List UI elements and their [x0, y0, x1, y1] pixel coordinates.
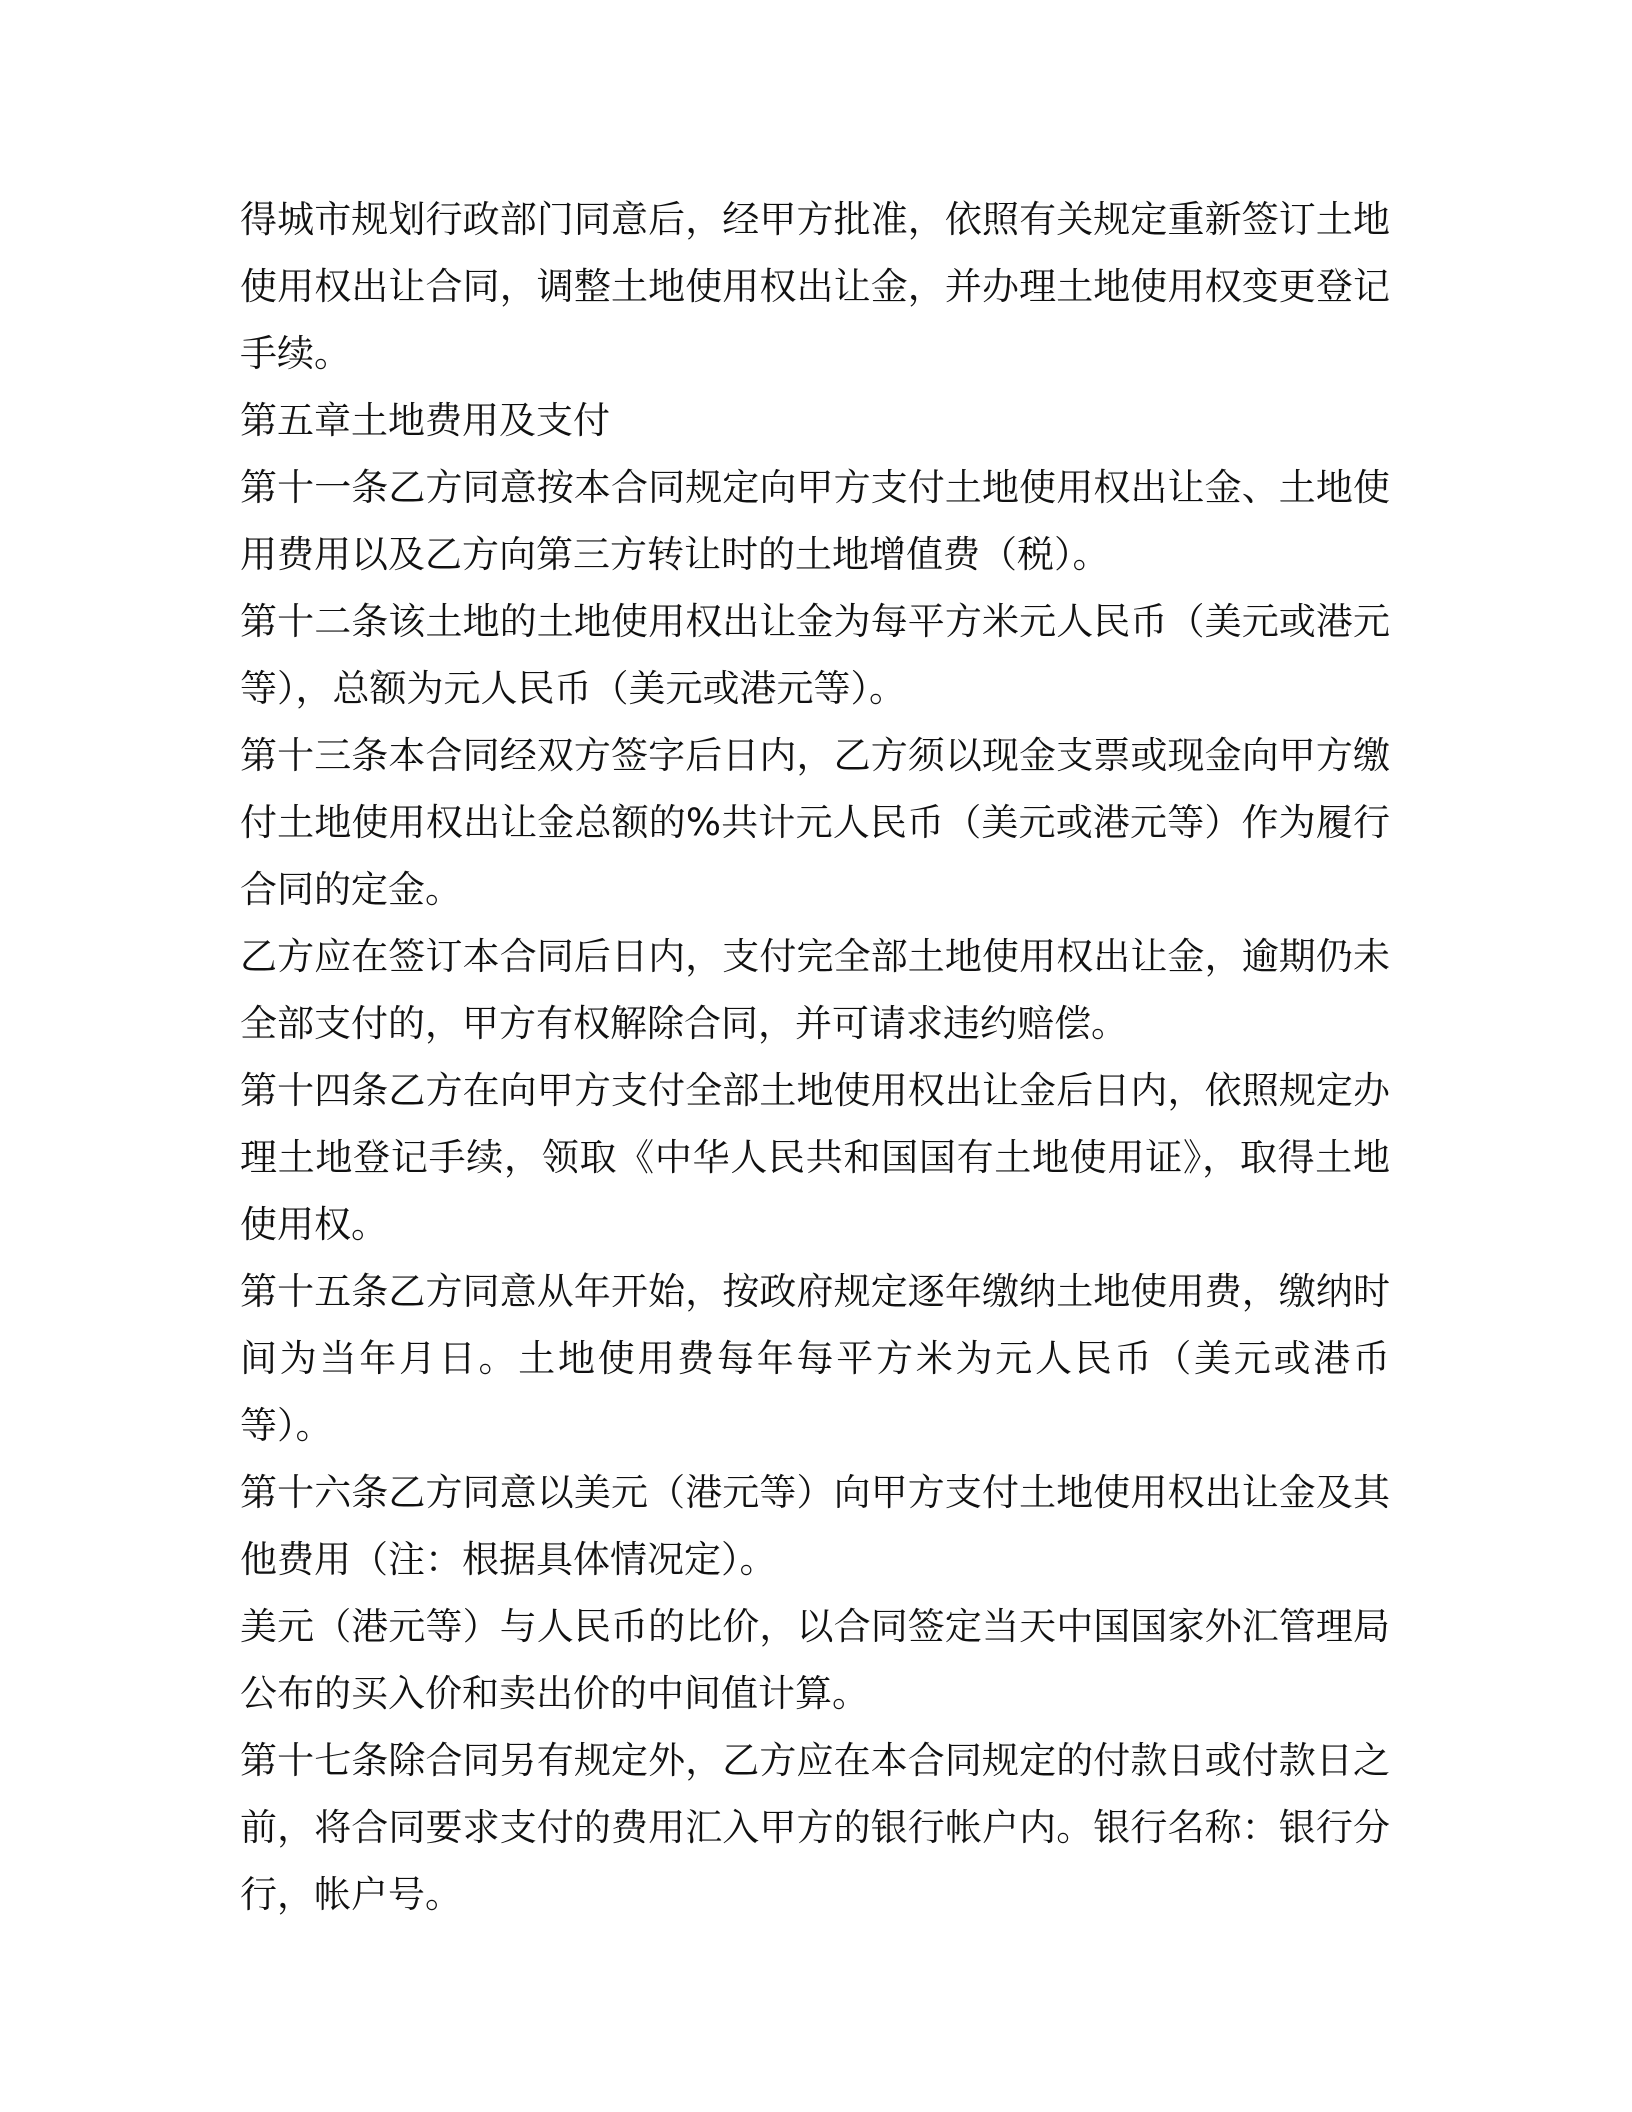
paragraph-land-use-renewal: 得城市规划行政部门同意后，经甲方批准，依照有关规定重新签订土地使用权出让合同，调整土地使用权出让金，并办理土地使用权变更登记手续。	[240, 198, 1390, 375]
article-15: 第十五条乙方同意从年开始，按政府规定逐年缴纳土地使用费，缴纳时间为当年月日。土地使用费每年每平方米为元人民币（美元或港币等）。	[240, 1270, 1390, 1447]
article-13-payment-deadline: 乙方应在签订本合同后日内，支付完全部土地使用权出让金，逾期仍未全部支付的，甲方有权解除合同，并可请求违约赔偿。	[240, 935, 1390, 1045]
article-14: 第十四条乙方在向甲方支付全部土地使用权出让金后日内，依照规定办理土地登记手续，领取《中华人民共和国国有土地使用证》，取得土地使用权。	[240, 1069, 1390, 1246]
article-11: 第十一条乙方同意按本合同规定向甲方支付土地使用权出让金、土地使用费用以及乙方向第三方转让时的土地增值费（税）。	[240, 466, 1390, 576]
contract-body	[240, 186, 1390, 1928]
article-17: 第十七条除合同另有规定外，乙方应在本合同规定的付款日或付款日之前，将合同要求支付的费用汇入甲方的银行帐户内。银行名称：银行分行，帐户号。	[240, 1739, 1390, 1916]
chapter-heading-land-fees: 第五章土地费用及支付	[240, 399, 610, 442]
article-13: 第十三条本合同经双方签字后日内，乙方须以现金支票或现金向甲方缴付土地使用权出让金总额的%共计元人民币（美元或港元等）作为履行合同的定金。	[240, 734, 1390, 911]
article-12: 第十二条该土地的土地使用权出让金为每平方米元人民币（美元或港元等），总额为元人民币（美元或港元等）。	[240, 600, 1390, 710]
article-16: 第十六条乙方同意以美元（港元等）向甲方支付土地使用权出让金及其他费用（注：根据具体情况定）。	[240, 1471, 1390, 1581]
article-16-exchange-rate: 美元（港元等）与人民币的比价，以合同签定当天中国国家外汇管理局公布的买入价和卖出价的中间值计算。	[240, 1605, 1390, 1715]
